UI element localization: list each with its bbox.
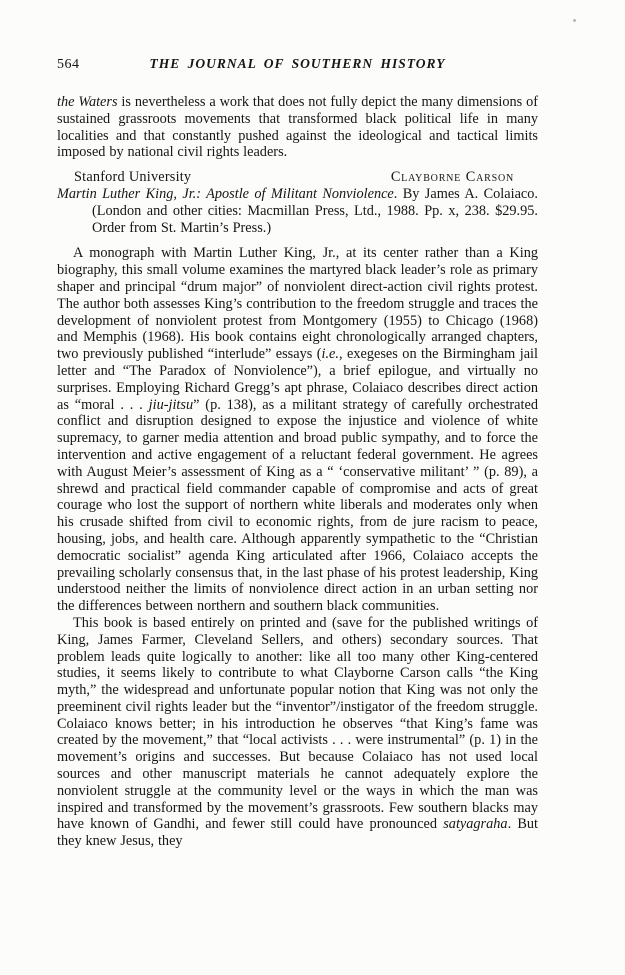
scan-artifact-dot xyxy=(573,19,576,22)
reviewer-affiliation: Stanford University xyxy=(74,169,192,186)
book-citation: Martin Luther King, Jr.: Apostle of Militant Nonviolence. By James A. Colaiaco. (London and other cities: Macmillan Press, Ltd., 1988. Pp. x, 238. $29.95. Order from St. Martin’s Press.) xyxy=(57,185,538,236)
page-body xyxy=(57,94,538,850)
review-paragraph-1: A monograph with Martin Luther King, Jr., at its center rather than a King biography, this small volume examines the martyred black leader’s role as primary shaper and principal “drum major” of nonviolent direct-action civil rights protest. The author both assesses King’s contribution to the freedom struggle and traces the development of nonviolent protest from Montgomery (1955) to Chicago (1968) and Memphis (1968). His book contains eight chronologically arranged chapters, two previously published “interlude” essays (i.e., exegeses on the Birmingham jail letter and “The Paradox of Nonviolence”), a brief epilogue, and virtually no surprises. Employing Richard Gregg’s apt phrase, Colaiaco describes direct action as “moral . . . jiu-jitsu” (p. 138), as a militant strategy of carefully orchestrated conflict and disruption designed to expose the injustice and violence of white supremacy, to garner media attention and broad public sympathy, and to force the intervention and active engagement of a reluctant federal government. He agrees with August Meier’s assessment of King as a “ ‘conservative militant’ ” (p. 89), a shrewd and practical field commander capable of compromise and acts of great courage who lost the support of northern white liberals and moderates only when his crusade shifted from civil to economic rights, from de jure racism to peace, housing, jobs, and health care. Although apparently sympathetic to the “Christian democratic socialist” agenda King articulated after 1966, Colaiaco accepts the prevailing scholarly consensus that, in the last phase of his protest leadership, King understood neither the limits of nonviolence direct action in an urban setting nor the differences between northern and southern black communities. xyxy=(57,245,538,615)
page-header xyxy=(57,56,538,74)
page-number: 564 xyxy=(57,57,80,72)
previous-review-closing-paragraph: the Waters is nevertheless a work that does not fully depict the many dimensions of sustained grassroots movements that transformed black political life in many localities and that constantly pushed against the ideological and tactical limits imposed by national civil rights leaders. xyxy=(57,94,538,161)
reviewer-name: Clayborne Carson xyxy=(390,169,514,186)
journal-page-column xyxy=(57,0,538,850)
review-paragraph-2: This book is based entirely on printed and (save for the published writings of King, James Farmer, Cleveland Sellers, and others) secondary sources. That problem leads quite logically to another: like all too many other King-centered studies, it seems likely to contribute to what Clayborne Carson calls “the King myth,” the widespread and unfortunate popular notion that King was not only the preeminent civil rights leader but the “inventor”/instigator of the freedom struggle. Colaiaco knows better; in his introduction he observes “that King’s fame was created by the movement,” that “local activists . . . were instrumental” (p. 1) in the movement’s origins and successes. But because Colaiaco has not used local sources and other manuscript materials he cannot adequately explore the nonviolent struggle at the community level or the ways in which the man was inspired and transformed by the movement’s grassroots. Few southern blacks may have known of Gandhi, and fewer still could have pronounced satyagraha. But they knew Jesus, they xyxy=(57,614,538,850)
signature-row xyxy=(57,169,538,186)
running-title: THE JOURNAL OF SOUTHERN HISTORY xyxy=(149,56,446,71)
